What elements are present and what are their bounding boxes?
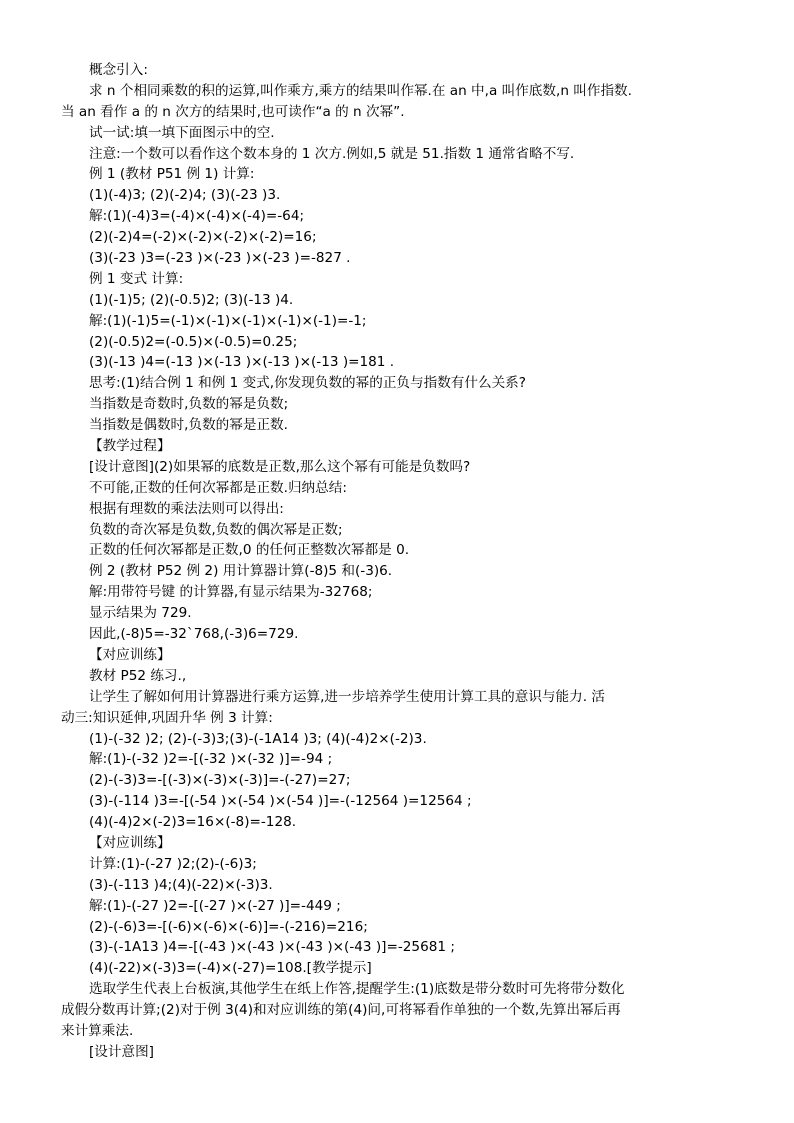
section-heading: 【对应训练】 [89,646,171,663]
text-line: 例 2 (教材 P52 例 2) 用计算器计算(-8)5 和(-3)6. [89,563,393,580]
text-line: 例 1 (教材 P51 例 1) 计算: [89,166,255,183]
text-line: 负数的奇次幂是负数,负数的偶次幂是正数; [89,521,343,538]
text-line: (3)(-13 )4=(-13 )×(-13 )×(-13 )×(-13 )=181 . [89,354,395,371]
text-line: (1)-(-32 )2; (2)-(-3)3;(3)-(-1A14 )3; (4)(-4)2×(-2)3. [89,730,427,747]
text-line: 解:(1)-(-32 )2=-[(-32 )×(-32 )]=-94 ; [89,751,333,768]
text-line: 让学生了解如何用计算器进行乘方运算,进一步培养学生使用计算工具的意识与能力. 活 [89,688,605,705]
text-line: 试一试:填一填下面图示中的空. [89,124,275,141]
section-heading: 【对应训练】 [89,834,171,851]
text-line: 选取学生代表上台板演,其他学生在纸上作答,提醒学生:(1)底数是带分数时可先将带分数化 [89,981,625,998]
text-line: 求 n 个相同乘数的积的运算,叫作乘方,乘方的结果叫作幂.在 an 中,a 叫作底数,n 叫作指数. [89,82,632,99]
text-line: 不可能,正数的任何次幂都是正数.归纳总结: [89,479,347,496]
text-line: 解:(1)-(-27 )2=-[(-27 )×(-27 )]=-449 ; [89,897,341,914]
text-line: 概念引入: [89,62,148,78]
text-line: (2)-(-6)3=-[(-6)×(-6)×(-6)]=-(-216)=216; [89,918,368,935]
text-line: 正数的任何次幂都是正数,0 的任何正整数次幂都是 0. [89,542,410,559]
text-line: (3)-(-113 )4;(4)(-22)×(-3)3. [89,876,273,893]
text-line: 教材 P52 练习., [89,667,187,684]
text-line: 解:用带符号键 的计算器,有显示结果为-32768; [89,584,373,601]
text-line: (4)(-4)2×(-2)3=16×(-8)=-128. [89,814,297,831]
text-line: (1)(-4)3; (2)(-2)4; (3)(-23 )3. [89,187,281,204]
text-line: 例 1 变式 计算: [89,270,184,287]
text-line: 当 an 看作 a 的 n 次方的结果时,也可读作“a 的 n 次幂”. [61,103,405,120]
section-heading: 【教学过程】 [89,438,171,455]
text-line: 动三:知识延伸,巩固升华 例 3 计算: [61,709,273,726]
text-line: (2)-(-3)3=-[(-3)×(-3)×(-3)]=-(-27)=27; [89,772,351,789]
text-line: 当指数是偶数时,负数的幂是正数. [89,417,288,434]
text-line: (4)(-22)×(-3)3=(-4)×(-27)=108.[教学提示] [89,960,372,977]
text-line: 解:(1)(-4)3=(-4)×(-4)×(-4)=-64; [89,208,305,225]
text-line: (1)(-1)5; (2)(-0.5)2; (3)(-13 )4. [89,291,294,308]
text-line: 当指数是奇数时,负数的幂是负数; [89,396,289,413]
text-line: 解:(1)(-1)5=(-1)×(-1)×(-1)×(-1)×(-1)=-1; [89,312,367,329]
text-line: (2)(-0.5)2=(-0.5)×(-0.5)=0.25; [89,333,298,350]
text-line: 来计算乘法. [61,1022,134,1039]
text-line: (3)-(-114 )3=-[(-54 )×(-54 )×(-54 )]=-(-12564 )=12564 ; [89,793,472,810]
text-line: 因此,(-8)5=-32`768,(-3)6=729. [89,626,299,643]
text-line: 成假分数再计算;(2)对于例 3(4)和对应训练的第(4)问,可将幂看作单独的一个数,先算出幂后再 [61,1002,621,1019]
text-line: 根据有理数的乘法法则可以得出: [89,500,284,517]
text-line: 思考:(1)结合例 1 和例 1 变式,你发现负数的幂的正负与指数有什么关系? [89,375,526,392]
text-line: 计算:(1)-(-27 )2;(2)-(-6)3; [89,855,257,872]
text-line: (3)-(-1A13 )4=-[(-43 )×(-43 )×(-43 )×(-43 )]=-25681 ; [89,939,455,956]
text-line: [设计意图](2)如果幂的底数是正数,那么这个幂有可能是负数吗? [89,458,471,475]
text-line: [设计意图] [89,1043,154,1060]
text-line: 注意:一个数可以看作这个数本身的 1 次方.例如,5 就是 51.指数 1 通常省略不写. [89,145,575,162]
document-body [61,60,751,1063]
text-line: (2)(-2)4=(-2)×(-2)×(-2)×(-2)=16; [89,229,317,246]
text-line: 显示结果为 729. [89,605,192,622]
text-line: (3)(-23 )3=(-23 )×(-23 )×(-23 )=-827 . [89,250,351,267]
